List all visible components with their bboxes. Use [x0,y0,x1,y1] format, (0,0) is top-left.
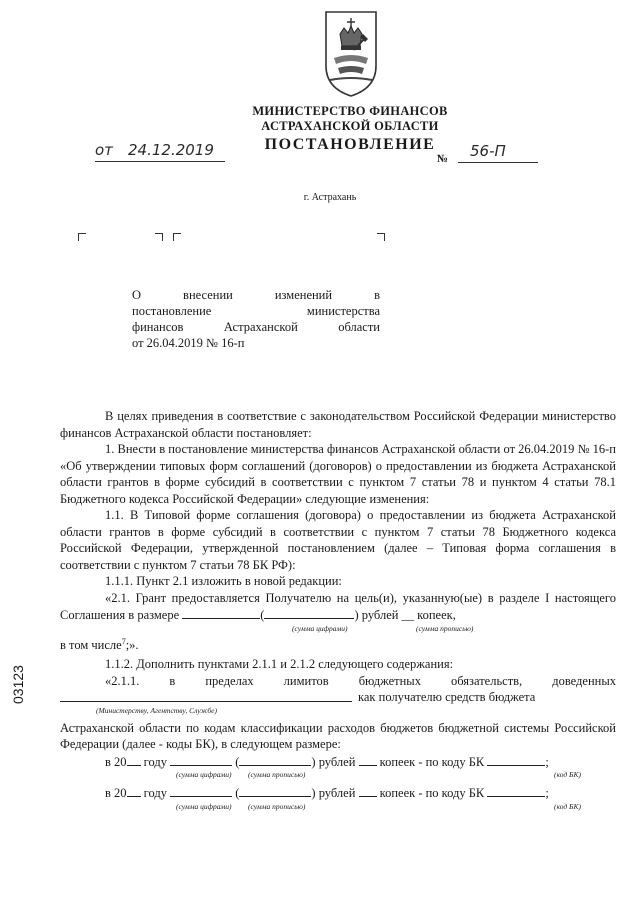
grant-text: «2.1. Грант предоставляется Получателю на цель(и), указанную(ые) в разделе I настоящего Соглашения в размере [60,590,616,622]
kop-label: копеек - по коду БК [379,754,485,769]
kop-blank [359,784,377,797]
corner-mark-top-right-2 [377,233,385,241]
ministry-name [200,104,500,134]
sum-words-blank [239,784,311,797]
document-date: 24.12.2019 [128,141,214,159]
paragraph-1-1-1: 1.1.1. Пункт 2.1 изложить в новой редакции: [105,574,342,588]
paragraph-1: 1. Внести в постановление министерства финансов Астраханской области от 26.04.2019 № 16-п «Об утверждении типовых форм соглашений (договоров) о предоставлении из бюджета Астраханской области грантов в форме субсидий в соответствии с пунктом 7 статьи 78 и пунктом 4 статьи 78.1 Бюджетного кодекса Российской Федерации» следующие изменения: [60,442,616,506]
document-body [60,408,616,813]
caption-code: (код БК) [554,770,581,780]
paragraph-2-1: «2.1. Грант предоставляется Получателю на цель(и), указанную(ые) в разделе I настоящего Соглашения в размере ( ) рублей __ копеек, [60,590,616,622]
document-subject [132,287,380,351]
subject-line: постановление министерства [132,304,380,318]
ministry-blank [60,689,352,702]
caption-ministry: (Министерству, Агентству, Службе) [96,705,217,715]
paragraph-2-1-1: «2.1.1. в пределах лимитов бюджетных обязательств, доведенных [105,673,616,688]
corner-mark-top-left-2 [173,233,181,241]
year-blank [127,753,141,766]
date-prefix: от [95,141,113,159]
sum-words-blank [239,753,311,766]
year-row-1: в 20 году ( ) рублей копеек - по коду БК ; [105,754,549,769]
number-sign: № [437,153,449,165]
ministry-line2: АСТРАХАНСКОЙ ОБЛАСТИ [261,119,439,133]
ministry-line1: МИНИСТЕРСТВО ФИНАНСОВ [252,104,448,118]
corner-mark-top-left [78,233,86,241]
side-code: 03123 [10,665,26,704]
amount-digits-blank [182,606,260,619]
footnote-mark: 7 [121,636,126,646]
year-prefix: в 20 [105,754,127,769]
year-blank [127,784,141,797]
kop-blank [359,753,377,766]
paragraph-preamble: В целях приведения в соответствие с законодательством Российской Федерации министерство финансов Астраханской области постановляет: [60,409,616,440]
document-title: ПОСТАНОВЛЕНИЕ [264,136,436,153]
recipient-text: как получателю средств бюджета [358,690,536,705]
caption-sum-words: (сумма прописью) [248,801,306,811]
subject-line: финансов Астраханской области [132,320,380,334]
caption-row [60,706,616,718]
subject-line: от 26.04.2019 № 16-п [132,336,245,350]
caption-row-1 [60,769,616,781]
city-label: г. Астрахань [303,192,357,203]
code-blank [487,753,545,766]
amount-words-blank [264,606,354,619]
code-blank [487,784,545,797]
caption-row-2 [60,801,616,813]
paragraph-codes: Астраханской области по кодам классификации расходов бюджетов бюджетной системы Российской Федерации (далее - коды БК), в следующем размере: [60,720,616,752]
year-suffix: году [143,786,167,801]
including-end: ;». [125,637,139,652]
rub-label: рублей [318,786,356,801]
paragraph-1-1-2: 1.1.2. Дополнить пунктами 2.1.1 и 2.1.2 следующего содержания: [105,657,454,672]
kop-label: копеек - по коду БК [379,786,485,801]
document-number: 56-П [470,142,506,160]
number-underline [458,162,538,163]
caption-sum-digits: (сумма цифрами) [176,770,232,780]
year-prefix: в 20 [105,786,127,801]
rub-label: рублей [318,754,356,769]
subject-line: О внесении изменений в [132,288,380,302]
year-suffix: году [143,754,167,769]
rub-kop-text: рублей __ копеек, [361,608,456,622]
caption-sum-digits: (сумма цифрами) [176,801,232,811]
caption-sum-words: (сумма прописью) [248,770,306,780]
sum-digits-blank [170,784,232,797]
paragraph-1-1: 1.1. В Типовой форме соглашения (договора) о предоставлении из бюджета Астраханской области грантов в форме субсидий в соответствии с пунктом 7 статьи 78 Бюджетного кодекса Российской Федерации, утвержденной постановлением (далее – Типовая форма соглашения в соответствии с пунктом 7 статьи 78 БК РФ): [60,508,616,572]
corner-mark-top-right-1 [155,233,163,241]
astrakhan-crown-emblem-icon [318,8,384,98]
year-row-2: в 20 году ( ) рублей копеек - по коду БК ; [105,786,549,801]
caption-code: (код БК) [554,801,581,811]
including-text: в том числе [60,637,122,652]
caption-sum-digits: (сумма цифрами) [292,623,348,633]
sum-digits-blank [170,753,232,766]
date-underline [95,161,225,162]
caption-sum-words: (сумма прописью) [416,623,474,633]
